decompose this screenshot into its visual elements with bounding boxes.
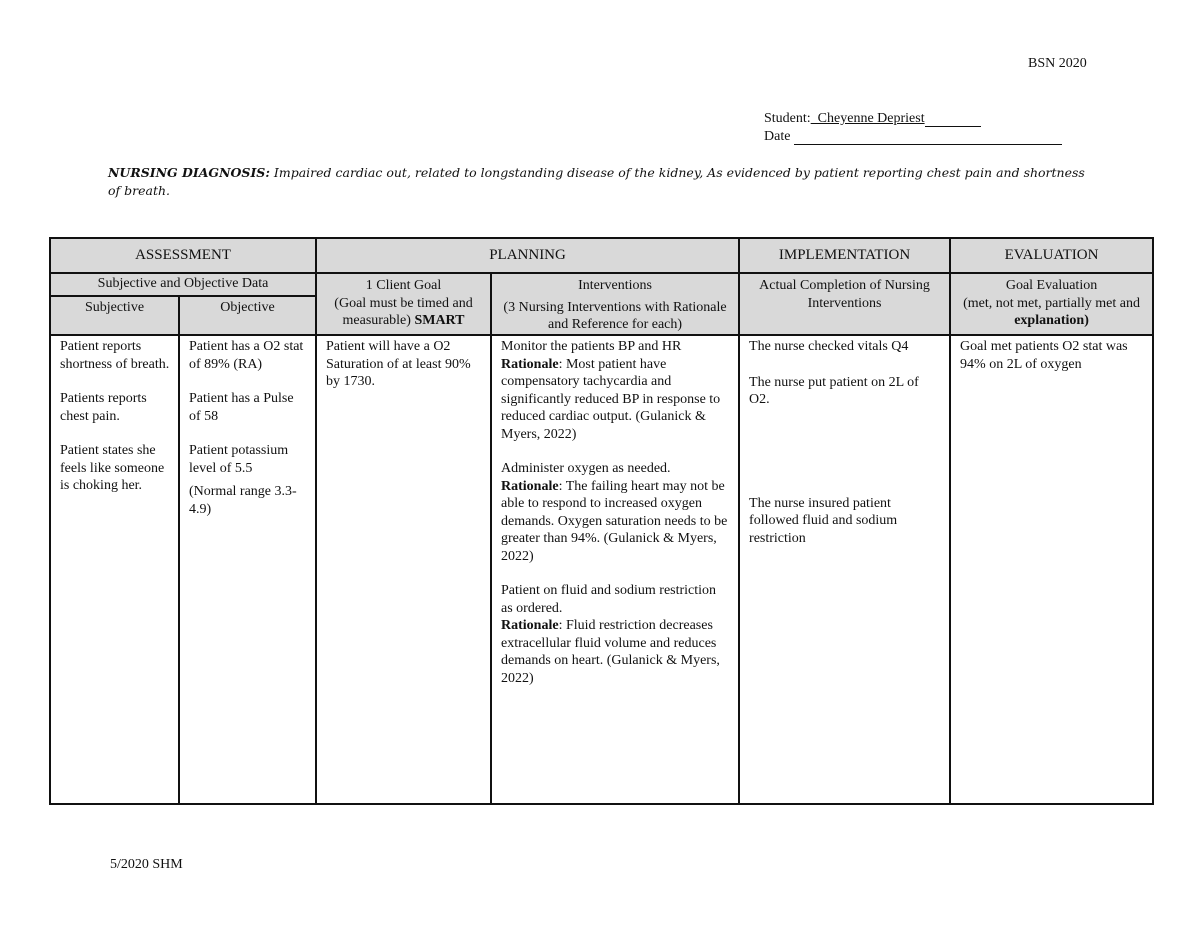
- client-goal: Patient will have a O2 Saturation of at least 90% by 1730.: [326, 339, 471, 389]
- evaluation-header: [950, 273, 1153, 335]
- footer-label: 5/2020 SHM: [110, 857, 183, 872]
- implementation-item: The nurse checked vitals Q4: [749, 339, 909, 354]
- intervention-rationale: [501, 356, 730, 444]
- subjective-label: Subjective: [51, 297, 180, 334]
- student-label: Student:: [764, 111, 811, 126]
- goal-title: 1 Client Goal: [365, 278, 442, 293]
- diagnosis-text: Impaired cardiac out, related to longstanding disease of the kidney, As evidenced by patient reporting chest pain and shortness of breath.: [108, 165, 1085, 198]
- intervention-action: Patient on fluid and sodium restriction as ordered.: [501, 583, 717, 616]
- rationale-text: : The failing heart may not be able to respond to increased oxygen demands. Oxygen saturation needs to be greater than 94%. (Gulanick & Myers, 2022): [501, 478, 728, 564]
- header-implementation: IMPLEMENTATION: [739, 238, 950, 273]
- date-label: Date: [764, 129, 791, 144]
- diagnosis-label: NURSING DIAGNOSIS:: [108, 165, 270, 180]
- subj-obj-columns: [51, 297, 315, 334]
- student-underline: [925, 112, 981, 127]
- section-header-row: [50, 238, 1153, 273]
- implementation-item: The nurse insured patient followed fluid and sodium restriction: [749, 495, 898, 546]
- objective-cell: [179, 335, 316, 804]
- rationale-label: Rationale: [501, 356, 559, 372]
- objective-item: Patient potassium level of 5.5: [189, 443, 289, 476]
- evaluation-cell: [950, 335, 1153, 804]
- subjective-cell: [50, 335, 179, 804]
- subjective-item: Patients reports chest pain.: [60, 391, 147, 424]
- rationale-label: Rationale: [501, 618, 559, 633]
- rationale-text: : Most patient have compensatory tachycardia and significantly reduced BP in response to reduced cardiac output. (Gulanick & Myers, 2022): [501, 356, 721, 442]
- goal-smart: SMART: [414, 313, 465, 328]
- header-assessment: ASSESSMENT: [50, 238, 316, 273]
- goal-eval-title: Goal Evaluation: [1005, 278, 1098, 293]
- subjective-item: Patient states she feels like someone is choking her.: [60, 443, 165, 493]
- intervention-rationale: [501, 617, 730, 687]
- subj-obj-header: [50, 273, 316, 335]
- objective-item: (Normal range 3.3-4.9): [189, 484, 297, 517]
- interventions-title: Interventions: [578, 278, 652, 293]
- objective-item: Patient has a O2 stat of 89% (RA): [189, 339, 304, 372]
- goal-evaluation: Goal met patients O2 stat was 94% on 2L of oxygen: [960, 339, 1128, 372]
- goal-eval-bold: explanation): [1014, 313, 1089, 328]
- goal-eval-desc: (met, not met, partially met and: [963, 295, 1140, 311]
- interventions-desc: (3 Nursing Interventions with Rationale and Reference for each): [503, 299, 727, 332]
- subj-obj-label: Subjective and Objective Data: [51, 274, 315, 297]
- care-plan-table: [49, 237, 1154, 805]
- interventions-cell: [491, 335, 739, 804]
- student-name: Cheyenne Depriest: [810, 111, 925, 126]
- goal-cell: [316, 335, 491, 804]
- student-line: [764, 111, 981, 127]
- objective-item: Patient has a Pulse of 58: [189, 391, 294, 424]
- rationale-text: : Fluid restriction decreases extracellular fluid volume and reduces demands on heart. (Gulanick & Myers, 2022): [501, 618, 720, 686]
- interventions-header: [491, 273, 739, 335]
- intervention-action: Administer oxygen as needed.: [501, 461, 671, 476]
- content-row: [50, 335, 1153, 804]
- header-evaluation: EVALUATION: [950, 238, 1153, 273]
- goal-eval-desc-wrap: [951, 295, 1152, 330]
- date-underline: [794, 130, 1062, 145]
- objective-label: Objective: [220, 300, 275, 315]
- header-planning: PLANNING: [316, 238, 739, 273]
- intervention-rationale: [501, 478, 730, 566]
- date-line: [764, 129, 1062, 145]
- implementation-cell: [739, 335, 950, 804]
- implementation-item: The nurse put patient on 2L of O2.: [749, 374, 919, 407]
- nursing-diagnosis: [108, 164, 1098, 200]
- subjective-item: Patient reports shortness of breath.: [60, 339, 170, 372]
- program-label: BSN 2020: [1028, 56, 1087, 71]
- goal-desc: (Goal must be timed and measurable): [334, 295, 473, 328]
- implementation-header: [739, 273, 950, 335]
- rationale-label: Rationale: [501, 478, 559, 494]
- goal-desc-wrap: [317, 295, 490, 330]
- intervention-action: Monitor the patients BP and HR: [501, 339, 682, 354]
- goal-header: [316, 273, 491, 335]
- subheader-row: [50, 273, 1153, 335]
- actual-completion-label: Actual Completion of Nursing Interventions: [759, 278, 930, 311]
